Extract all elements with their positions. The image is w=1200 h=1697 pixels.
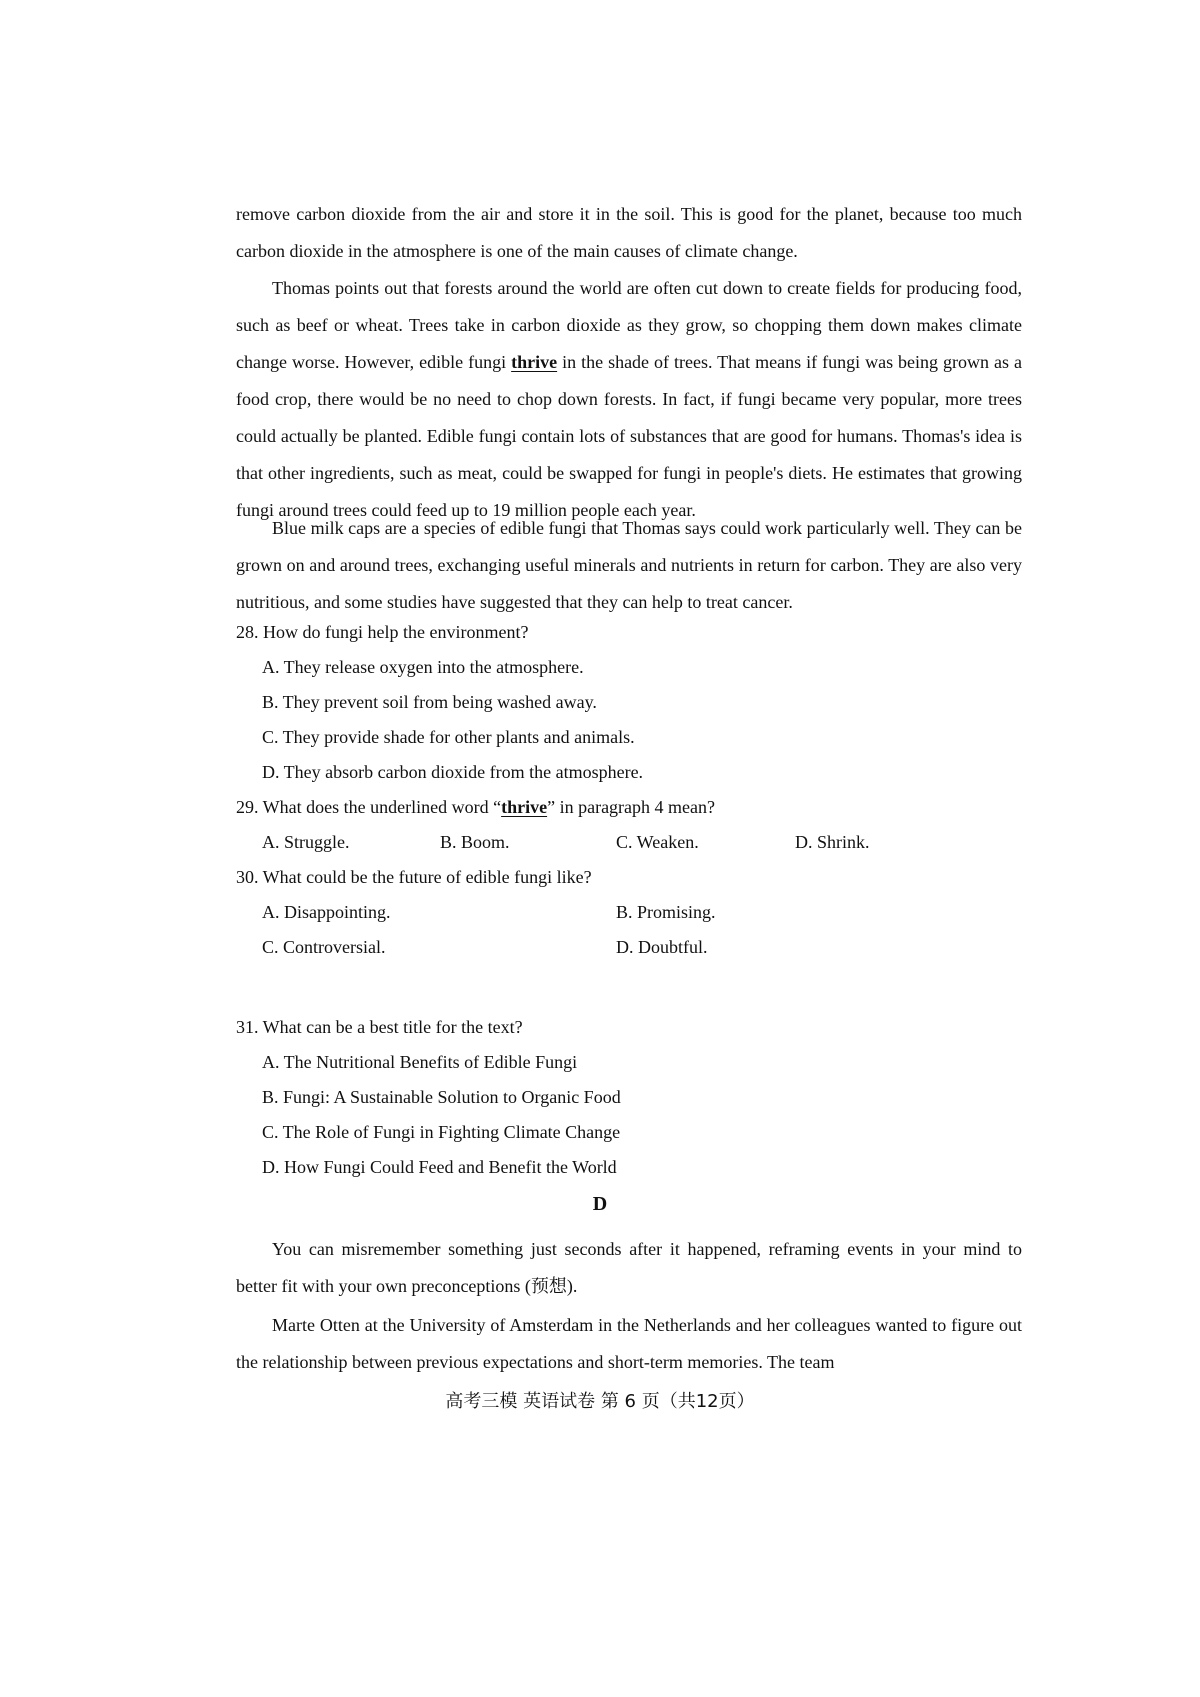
question-31-stem: 31. What can be a best title for the text? <box>236 1017 523 1037</box>
underlined-word-thrive: thrive <box>511 352 558 372</box>
passage-c-paragraph-4 <box>236 270 1022 529</box>
section-d-heading: D <box>592 1193 608 1215</box>
question-31-option-a: A. The Nutritional Benefits of Edible Fungi <box>262 1052 578 1072</box>
question-28-option-a: A. They release oxygen into the atmosphere. <box>262 657 584 677</box>
question-28-stem: 28. How do fungi help the environment? <box>236 622 529 642</box>
question-30-option-a: A. Disappointing. <box>262 902 391 922</box>
question-29-underlined-word: thrive <box>501 797 548 817</box>
question-30-stem: 30. What could be the future of edible fungi like? <box>236 867 592 887</box>
passage-c-paragraph-5: Blue milk caps are a species of edible fungi that Thomas says could work particularly well. They can be grown on and around trees, exchanging useful minerals and nutrients in return for carbon. They are also very nutritious, and some studies have suggested that they can help to treat cancer. <box>236 518 1022 612</box>
question-30-option-c: C. Controversial. <box>262 937 386 957</box>
question-30-option-d: D. Doubtful. <box>616 937 708 957</box>
section-d-paragraph-2: Marte Otten at the University of Amsterdam in the Netherlands and her colleagues wanted to figure out the relationship between previous expectations and short-term memories. The team <box>236 1315 1022 1372</box>
section-d-paragraph-1: You can misremember something just seconds after it happened, reframing events in your mind to better fit with your own preconceptions (预想). <box>236 1239 1022 1296</box>
question-29-stem-a: 29. What does the underlined word “ <box>236 797 502 817</box>
question-29-option-d: D. Shrink. <box>795 832 870 852</box>
question-29-stem-b: ” in paragraph 4 mean? <box>547 797 716 817</box>
passage-c-paragraph-continued: remove carbon dioxide from the air and store it in the soil. This is good for the planet, because too much carbon dioxide in the atmosphere is one of the main causes of climate change. <box>236 204 1022 261</box>
question-29-option-c: C. Weaken. <box>616 832 699 852</box>
question-31-option-c: C. The Role of Fungi in Fighting Climate Change <box>262 1122 621 1142</box>
question-30-option-b: B. Promising. <box>616 902 716 922</box>
question-29-option-a: A. Struggle. <box>262 832 350 852</box>
question-28-option-d: D. They absorb carbon dioxide from the atmosphere. <box>262 762 644 782</box>
paragraph-4-text-b: in the shade of trees. That means if fungi was being grown as a food crop, there would be no need to chop down forests. In fact, if fungi became very popular, more trees could actually be planted. Edible fungi contain lots of substances that are good for humans. Thomas's idea is that other ingredients, such as meat, could be swapped for fungi in people's diets. He estimates that growing fungi around trees could feed up to 19 million people each year. <box>236 352 1022 520</box>
question-29-stem <box>236 796 715 818</box>
page-footer: 高考三模 英语试卷 第 6 页（共12页） <box>445 1391 755 1412</box>
paragraph-4-text-a: Thomas points out that forests around the world are often cut down to create fields for producing food, such as beef or wheat. Trees take in carbon dioxide as they grow, so chopping them down makes climate change worse. However, edible fungi <box>236 278 1022 372</box>
question-29-option-b: B. Boom. <box>440 832 510 852</box>
question-28-option-b: B. They prevent soil from being washed away. <box>262 692 597 712</box>
question-31-option-d: D. How Fungi Could Feed and Benefit the World <box>262 1157 617 1177</box>
question-28-option-c: C. They provide shade for other plants and animals. <box>262 727 635 747</box>
question-31-option-b: B. Fungi: A Sustainable Solution to Organic Food <box>262 1087 621 1107</box>
